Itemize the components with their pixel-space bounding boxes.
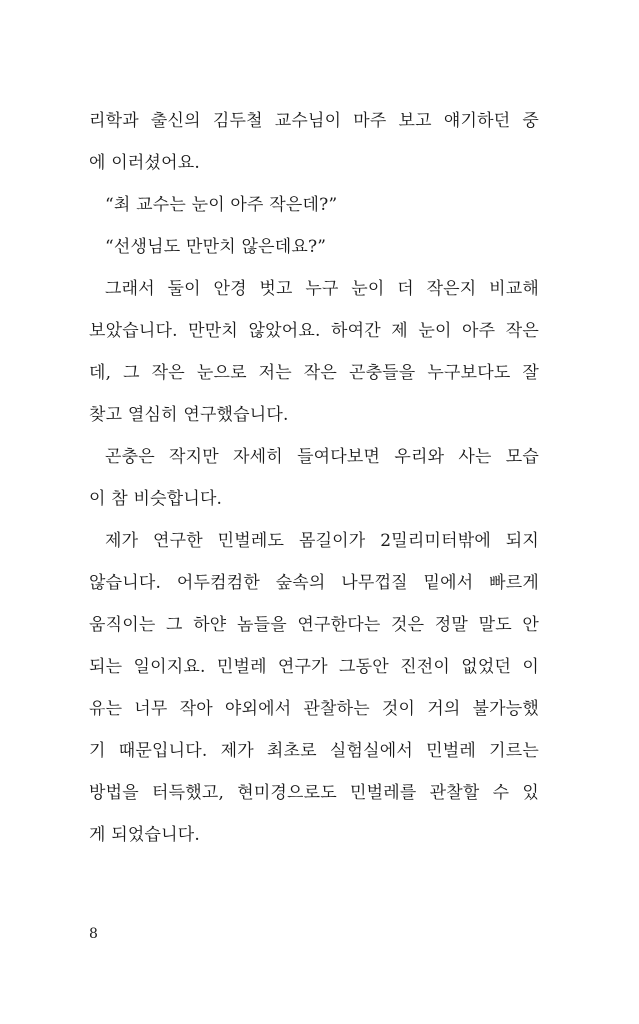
text-line: 그래서 둘이 안경 벗고 누구 눈이 더 작은지 비교해 (105, 279, 539, 299)
text-line: 움직이는 그 하얀 놈들을 연구한다는 것은 정말 말도 안 (89, 615, 539, 635)
text-line: 되는 일이지요. 민벌레 연구가 그동안 진전이 없었던 이 (89, 657, 539, 677)
page-number: 8 (89, 926, 98, 942)
text-line: 기 때문입니다. 제가 최초로 실험실에서 민벌레 기르는 (89, 741, 539, 761)
text-line: 에 이러셨어요. (89, 153, 200, 173)
text-line: “선생님도 만만치 않은데요?” (105, 237, 327, 257)
text-line: 않습니다. 어두컴컴한 숲속의 나무껍질 밑에서 빠르게 (89, 573, 539, 593)
text-line: 리학과 출신의 김두철 교수님이 마주 보고 얘기하던 중 (89, 111, 539, 131)
text-line: 보았습니다. 만만치 않았어요. 하여간 제 눈이 아주 작은 (89, 321, 539, 341)
text-line: 이 참 비슷합니다. (89, 489, 223, 509)
text-line: 데, 그 작은 눈으로 저는 작은 곤충들을 누구보다도 잘 (89, 363, 539, 383)
text-line: 게 되었습니다. (89, 825, 200, 845)
text-line: 제가 연구한 민벌레도 몸길이가 2밀리미터밖에 되지 (105, 531, 539, 551)
body-text (89, 100, 539, 856)
text-line: 곤충은 작지만 자세히 들여다보면 우리와 사는 모습 (105, 447, 539, 467)
text-line: 유는 너무 작아 야외에서 관찰하는 것이 거의 불가능했 (89, 699, 539, 719)
text-line: 찾고 열심히 연구했습니다. (89, 405, 289, 425)
text-line: 방법을 터득했고, 현미경으로도 민벌레를 관찰할 수 있 (89, 783, 539, 803)
text-line: “최 교수는 눈이 아주 작은데?” (105, 195, 338, 215)
